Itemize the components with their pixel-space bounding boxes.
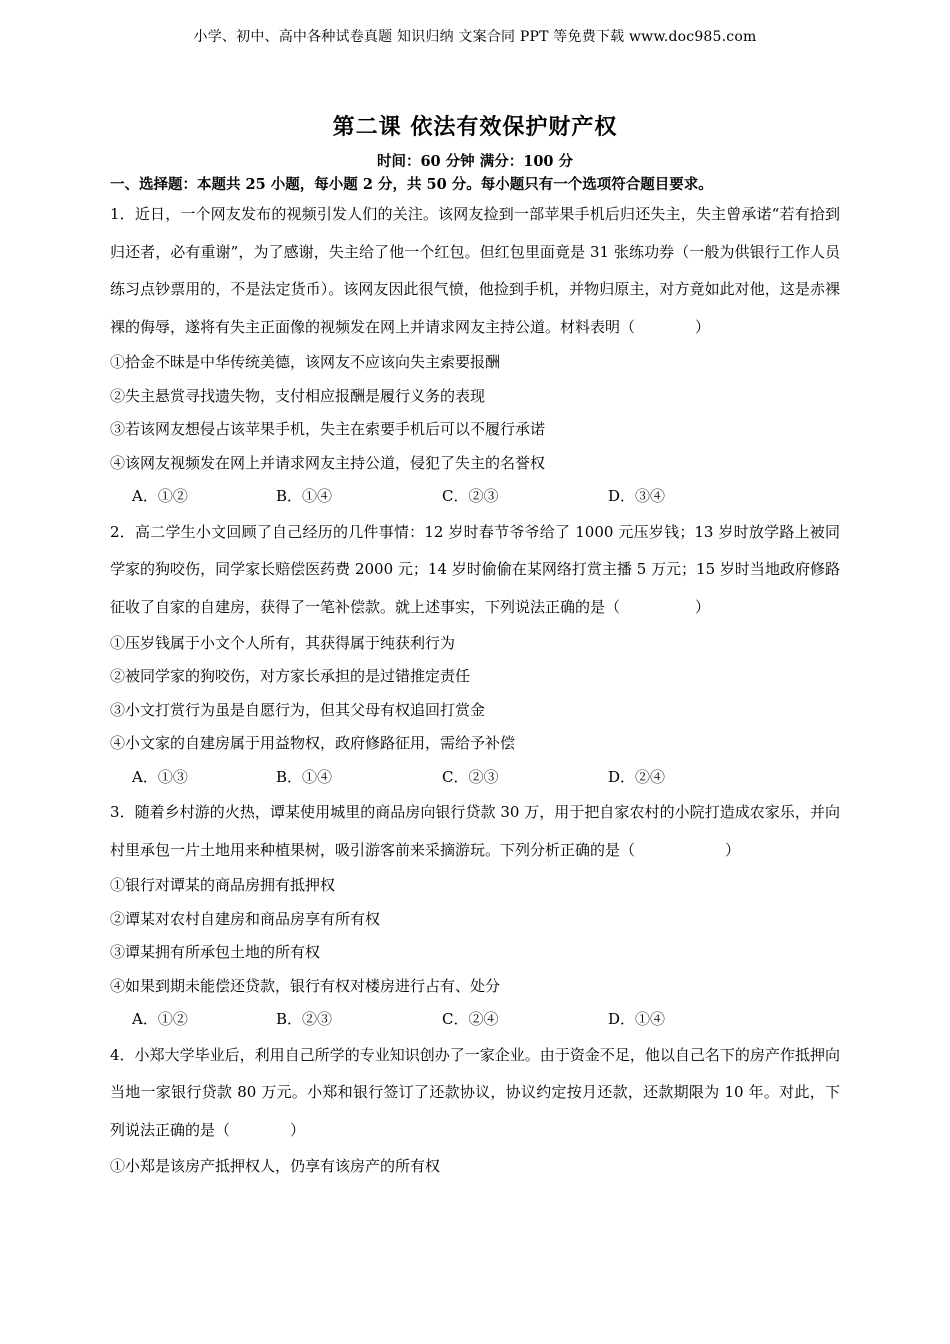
question-2: [110, 514, 840, 794]
statement: ①小郑是该房产抵押权人，仍享有该房产的所有权: [110, 1156, 441, 1175]
statement: ④如果到期未能偿还贷款，银行有权对楼房进行占有、处分: [110, 976, 501, 995]
option-d[interactable]: D．③④: [608, 487, 666, 506]
answer-options: [110, 761, 840, 795]
question-stem: 4．小郑大学毕业后，利用自己所学的专业知识创办了一家企业。由于资金不足，他以自己名下的房产作抵押向当地一家银行贷款 80 万元。小郑和银行签订了还款协议，协议约定按月还款，还款期限为 10 年。对此，下列说法正确的是（ ）: [110, 1045, 840, 1140]
section-heading: 一、选择题：本题共 25 小题，每小题 2 分，共 50 分。每小题只有一个选项符合题目要求。: [110, 176, 713, 193]
question-3: [110, 794, 840, 1037]
exam-info: 时间：60 分钟 满分：100 分: [376, 153, 574, 170]
statement: ①拾金不昧是中华传统美德，该网友不应该向失主索要报酬: [110, 353, 501, 372]
statement: ①银行对谭某的商品房拥有抵押权: [110, 876, 336, 895]
answer-options: [110, 1003, 840, 1037]
question-1: [110, 196, 840, 514]
option-c[interactable]: C．②④: [442, 1010, 499, 1029]
option-a[interactable]: A．①②: [132, 1010, 188, 1029]
option-a[interactable]: A．①③: [132, 767, 188, 786]
statement: ③小文打赏行为虽是自愿行为，但其父母有权追回打赏金: [110, 700, 486, 719]
option-c[interactable]: C．②③: [442, 487, 499, 506]
site-banner: 小学、初中、高中各种试卷真题 知识归纳 文案合同 PPT 等免费下载 www.doc985.com: [193, 29, 757, 45]
statement: ③谭某拥有所承包土地的所有权: [110, 943, 321, 962]
question-stem: 3．随着乡村游的火热，谭某使用城里的商品房向银行贷款 30 万，用于把自家农村的小院打造成农家乐，并向村里承包一片土地用来种植果树，吸引游客前来采摘游玩。下列分析正确的是（ ）: [110, 803, 840, 859]
statement: ①压岁钱属于小文个人所有，其获得属于纯获利行为: [110, 633, 456, 652]
option-b[interactable]: B．①④: [276, 487, 333, 506]
question-stem: 2．高二学生小文回顾了自己经历的几件事情：12 岁时春节爷爷给了 1000 元压岁钱；13 岁时放学路上被同学家的狗咬伤，同学家长赔偿医药费 2000 元；14 岁时偷偷在某网络打赏主播 5 万元；15 岁时当地政府修路征收了自家的自建房，获得了一笔补偿款。就上述事实，下列说法正确的是（ ）: [110, 522, 840, 617]
statement: ③若该网友想侵占该苹果手机，失主在索要手机后可以不履行承诺: [110, 420, 546, 439]
page-title: 第二课 依法有效保护财产权: [332, 114, 618, 140]
option-b[interactable]: B．②③: [276, 1010, 333, 1029]
option-b[interactable]: B．①④: [276, 767, 333, 786]
option-a[interactable]: A．①②: [132, 487, 188, 506]
question-4: [110, 1037, 840, 1183]
statement: ④小文家的自建房属于用益物权，政府修路征用，需给予补偿: [110, 734, 516, 753]
statement: ④该网友视频发在网上并请求网友主持公道，侵犯了失主的名誉权: [110, 453, 546, 472]
question-stem: 1．近日，一个网友发布的视频引发人们的关注。该网友捡到一部苹果手机后归还失主，失主曾承诺“若有拾到归还者，必有重谢”，为了感谢，失主给了他一个红包。但红包里面竟是 31 张练功券（一般为供银行工作人员练习点钞票用的，不是法定货币）。该网友因此很气愤，他捡到手机，并物归原主，对方竟如此对他，这是赤裸裸的侮辱，遂将有失主正面像的视频发在网上并请求网友主持公道。材料表明（ ）: [110, 205, 840, 336]
option-d[interactable]: D．②④: [608, 767, 666, 786]
option-d[interactable]: D．①④: [608, 1010, 666, 1029]
option-c[interactable]: C．②③: [442, 767, 499, 786]
statement: ②被同学家的狗咬伤，对方家长承担的是过错推定责任: [110, 667, 471, 686]
answer-options: [110, 480, 840, 514]
statement: ②谭某对农村自建房和商品房享有所有权: [110, 909, 381, 928]
statement: ②失主悬赏寻找遗失物，支付相应报酬是履行义务的表现: [110, 386, 486, 405]
exam-content: [110, 174, 840, 1183]
